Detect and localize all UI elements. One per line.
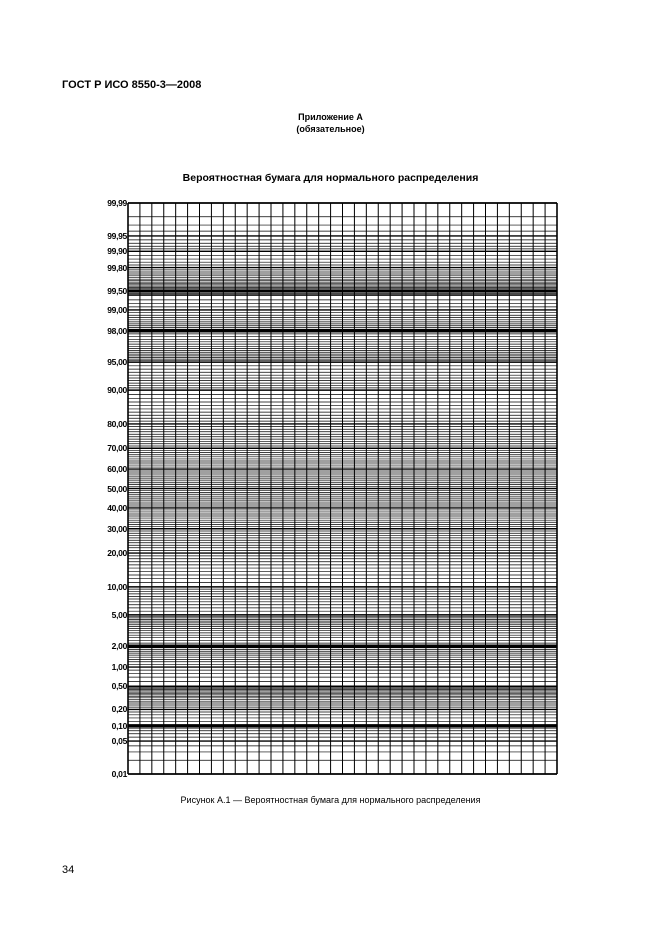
y-axis-label: 40,00 bbox=[107, 502, 127, 513]
y-axis-label: 99,50 bbox=[107, 285, 127, 296]
y-axis-label: 20,00 bbox=[107, 548, 127, 559]
y-axis-label: 10,00 bbox=[107, 581, 127, 592]
y-axis-label: 99,00 bbox=[107, 304, 127, 315]
y-axis-label: 60,00 bbox=[107, 464, 127, 475]
y-axis-label: 99,80 bbox=[107, 262, 127, 273]
y-axis-label: 95,00 bbox=[107, 357, 127, 368]
y-axis-label: 1,00 bbox=[111, 662, 127, 673]
y-axis-label: 99,95 bbox=[107, 230, 127, 241]
figure-caption: Рисунок А.1 — Вероятностная бумага для нормального распределения bbox=[180, 795, 481, 805]
y-axis-label: 0,01 bbox=[111, 769, 127, 779]
y-axis-label: 30,00 bbox=[107, 523, 127, 534]
y-axis-label: 80,00 bbox=[107, 418, 127, 429]
y-axis-label: 50,00 bbox=[107, 483, 127, 494]
y-axis-label: 5,00 bbox=[111, 609, 127, 620]
y-axis-label: 0,50 bbox=[111, 681, 127, 692]
y-axis-label: 90,00 bbox=[107, 385, 127, 396]
y-axis-label: 70,00 bbox=[107, 443, 127, 454]
y-axis-label: 2,00 bbox=[111, 641, 127, 652]
y-axis-label: 0,10 bbox=[111, 720, 127, 731]
annex-status: (обязательное) bbox=[296, 124, 365, 134]
y-axis-label: 0,20 bbox=[111, 704, 127, 715]
standard-designation: ГОСТ Р ИСО 8550-3—2008 bbox=[62, 79, 202, 91]
y-axis-label: 99,90 bbox=[107, 246, 127, 257]
y-axis-label: 99,99 bbox=[107, 198, 127, 208]
figure-title: Вероятностная бумага для нормального распределения bbox=[182, 172, 479, 184]
y-axis-label: 0,05 bbox=[111, 736, 127, 747]
page-number: 34 bbox=[62, 864, 75, 876]
annex-title: Приложение А bbox=[298, 112, 363, 122]
y-axis-label: 98,00 bbox=[107, 325, 127, 336]
